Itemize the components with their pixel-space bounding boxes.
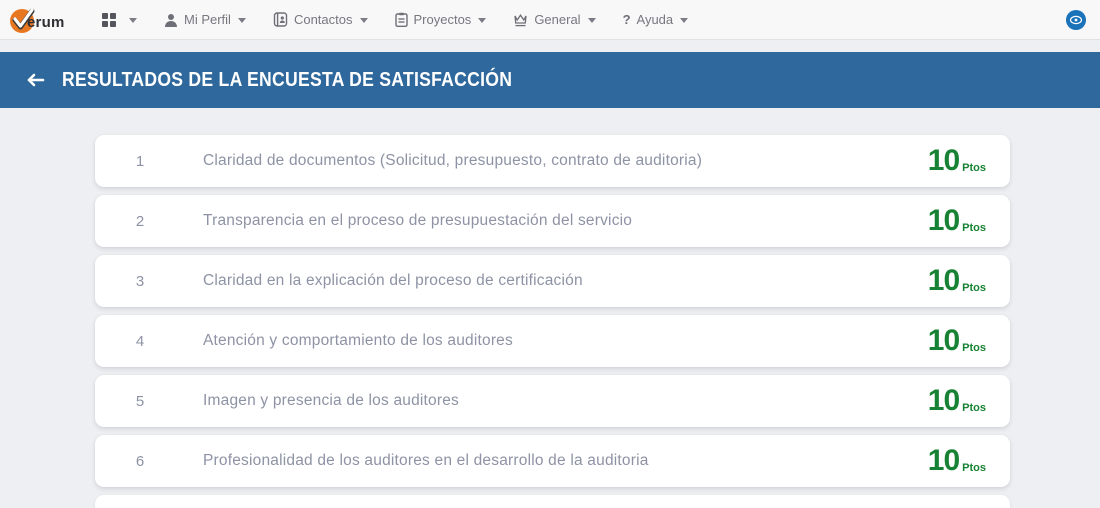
score-value: 10	[927, 144, 960, 178]
row-score	[927, 264, 986, 298]
survey-result-row-2	[95, 195, 1010, 247]
score-unit: Ptos	[962, 341, 986, 354]
row-number: 2	[135, 212, 145, 230]
survey-result-row-5	[95, 375, 1010, 427]
row-number: 3	[135, 272, 145, 290]
row-label: Imagen y presencia de los auditores	[203, 392, 460, 409]
score-value: 10	[927, 324, 960, 358]
nav-item-label: Ayuda	[636, 12, 674, 27]
nav-item-proyectos[interactable]	[395, 12, 487, 27]
address-book-icon	[273, 12, 288, 27]
nav-item-label: Contactos	[293, 12, 353, 27]
nav-item-apps[interactable]	[102, 13, 137, 27]
user-avatar[interactable]	[1066, 10, 1086, 30]
chevron-down-icon	[360, 18, 368, 23]
survey-result-row-4	[95, 315, 1010, 367]
chevron-down-icon	[238, 18, 246, 23]
crown-icon	[513, 13, 528, 27]
user-icon	[164, 13, 178, 27]
row-label: Atención y comportamiento de los auditores	[203, 332, 513, 349]
chevron-down-icon	[680, 18, 688, 23]
row-number: 4	[135, 332, 145, 350]
row-score	[927, 324, 986, 358]
nav-item-label: Proyectos	[413, 12, 472, 27]
survey-results-list	[95, 135, 1010, 508]
row-score	[927, 204, 986, 238]
row-label: Claridad de documentos (Solicitud, presupuesto, contrato de auditoria)	[203, 152, 703, 169]
eye-badge-icon	[1069, 15, 1083, 25]
row-label: Claridad en la explicación del proceso de certificación	[203, 272, 583, 289]
top-nav	[0, 0, 1100, 40]
logo[interactable]	[8, 6, 100, 34]
chevron-down-icon	[478, 18, 486, 23]
row-number: 1	[135, 152, 145, 170]
survey-result-row-6	[95, 435, 1010, 487]
page-title: RESULTADOS DE LA ENCUESTA DE SATISFACCIÓN	[62, 68, 513, 91]
apps-grid-icon	[102, 13, 116, 27]
back-arrow-icon[interactable]	[26, 73, 46, 87]
score-value: 10	[927, 444, 960, 478]
row-number: 5	[135, 392, 145, 410]
chevron-down-icon	[129, 18, 137, 23]
score-unit: Ptos	[962, 401, 986, 414]
question-icon: ?	[622, 12, 631, 27]
score-value: 10	[927, 384, 960, 418]
row-score	[927, 384, 986, 418]
survey-result-row-partial	[95, 495, 1010, 508]
survey-result-row-1	[95, 135, 1010, 187]
nav-item-label: General	[534, 12, 581, 27]
row-score	[927, 444, 986, 478]
row-label: Transparencia en el proceso de presupuestación del servicio	[203, 212, 633, 229]
score-value: 10	[927, 204, 960, 238]
chevron-down-icon	[588, 18, 596, 23]
row-number: 6	[135, 452, 145, 470]
score-value: 10	[927, 264, 960, 298]
nav-item-label: Mi Perfil	[184, 12, 231, 27]
nav-item-mi-perfil[interactable]	[164, 12, 246, 27]
clipboard-icon	[395, 12, 408, 27]
row-label: Profesionalidad de los auditores en el desarrollo de la auditoria	[203, 452, 649, 469]
score-unit: Ptos	[962, 281, 986, 294]
logo-text: erum	[27, 14, 65, 31]
score-unit: Ptos	[962, 461, 986, 474]
page-header	[0, 52, 1100, 108]
row-score	[927, 144, 986, 178]
nav-menu	[102, 12, 715, 27]
score-unit: Ptos	[962, 161, 986, 174]
nav-item-contactos[interactable]	[273, 12, 368, 27]
survey-result-row-3	[95, 255, 1010, 307]
nav-item-general[interactable]	[513, 12, 595, 27]
score-unit: Ptos	[962, 221, 986, 234]
nav-item-ayuda[interactable]	[623, 12, 689, 27]
